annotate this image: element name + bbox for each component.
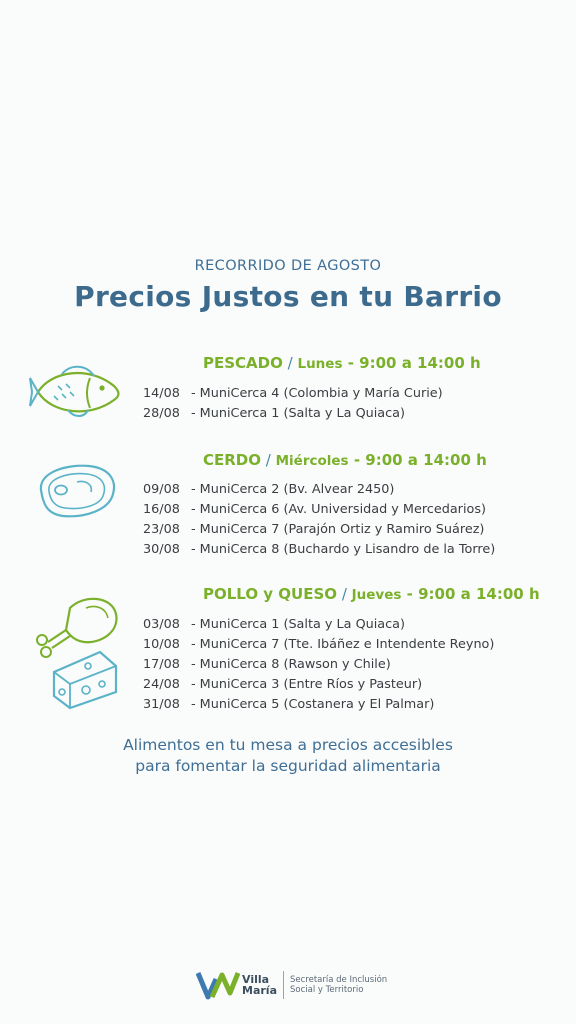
section-time: 9:00 a 14:00 h <box>359 354 481 372</box>
list-item <box>143 655 494 675</box>
list-item <box>143 520 495 540</box>
separator: / <box>261 451 276 469</box>
dash: - <box>348 451 366 469</box>
stops-list-cerdo <box>143 480 495 560</box>
logo-city <box>242 974 277 997</box>
dash: - <box>342 354 360 372</box>
logo-city-line-1: Villa <box>242 972 270 986</box>
list-item <box>143 695 494 715</box>
list-item <box>143 384 443 404</box>
stop-place: - MuniCerca 3 (Entre Ríos y Pasteur) <box>191 677 423 692</box>
vm-logo-mark-icon <box>196 969 240 1001</box>
footer-line-2: para fomentar la seguridad alimentaria <box>135 757 441 775</box>
stop-place: - MuniCerca 5 (Costanera y El Palmar) <box>191 697 435 712</box>
list-item <box>143 675 494 695</box>
list-item <box>143 404 443 424</box>
chicken-leg-cheese-icon <box>30 592 122 710</box>
stop-date: 09/08 <box>143 482 180 497</box>
stop-date: 30/08 <box>143 542 180 557</box>
logo-divider <box>283 971 284 999</box>
stop-date: 14/08 <box>143 386 180 401</box>
page-subtitle: RECORRIDO DE AGOSTO <box>194 258 382 274</box>
list-item <box>143 540 495 560</box>
logo-dept-line-2: Social y Territorio <box>290 985 364 995</box>
stop-place: - MuniCerca 8 (Buchardo y Lisandro de la Torre) <box>191 542 496 557</box>
section-name: CERDO <box>203 451 262 469</box>
stops-list-pescado <box>143 384 443 424</box>
villa-maria-logo <box>196 966 387 1004</box>
stop-place: - MuniCerca 1 (Salta y La Quiaca) <box>191 617 406 632</box>
dash: - <box>401 585 419 603</box>
list-item <box>143 635 494 655</box>
logo-department <box>290 975 387 995</box>
stop-place: - MuniCerca 4 (Colombia y María Curie) <box>191 386 443 401</box>
section-day: Miércoles <box>275 453 349 469</box>
stops-list-pollo-queso <box>143 615 494 715</box>
stop-date: 03/08 <box>143 617 180 632</box>
stop-date: 28/08 <box>143 406 180 421</box>
stop-place: - MuniCerca 2 (Bv. Alvear 2450) <box>191 482 395 497</box>
logo-city-line-2: María <box>242 984 277 997</box>
footer-line-1: Alimentos en tu mesa a precios accesibles <box>123 736 453 754</box>
section-header-pollo-queso <box>203 585 540 603</box>
stop-date: 23/08 <box>143 522 180 537</box>
stop-place: - MuniCerca 1 (Salta y La Quiaca) <box>191 406 406 421</box>
stop-date: 24/08 <box>143 677 180 692</box>
separator: / <box>337 585 352 603</box>
logo-dept-line-1: Secretaría de Inclusión <box>290 975 388 985</box>
section-day: Jueves <box>351 587 402 603</box>
stop-date: 17/08 <box>143 657 180 672</box>
footer-message <box>0 735 576 777</box>
stop-date: 31/08 <box>143 697 180 712</box>
list-item <box>143 615 494 635</box>
section-name: PESCADO <box>203 354 283 372</box>
section-header-pescado <box>203 354 481 372</box>
section-day: Lunes <box>297 356 343 372</box>
page-title: Precios Justos en tu Barrio <box>74 280 502 313</box>
list-item <box>143 480 495 500</box>
separator: / <box>282 354 298 372</box>
stop-date: 16/08 <box>143 502 180 517</box>
section-time: 9:00 a 14:00 h <box>418 585 540 603</box>
stop-place: - MuniCerca 7 (Tte. Ibáñez e Intendente Reyno) <box>191 637 495 652</box>
section-name: POLLO y QUESO <box>203 585 338 603</box>
section-header-cerdo <box>203 451 487 469</box>
stop-place: - MuniCerca 6 (Av. Universidad y Mercedarios) <box>191 502 486 517</box>
stop-place: - MuniCerca 7 (Parajón Ortiz y Ramiro Suárez) <box>191 522 485 537</box>
list-item <box>143 500 495 520</box>
pork-steak-icon <box>33 460 119 522</box>
stop-place: - MuniCerca 8 (Rawson y Chile) <box>191 657 391 672</box>
stop-date: 10/08 <box>143 637 180 652</box>
fish-icon <box>28 362 124 422</box>
section-time: 9:00 a 14:00 h <box>365 451 487 469</box>
